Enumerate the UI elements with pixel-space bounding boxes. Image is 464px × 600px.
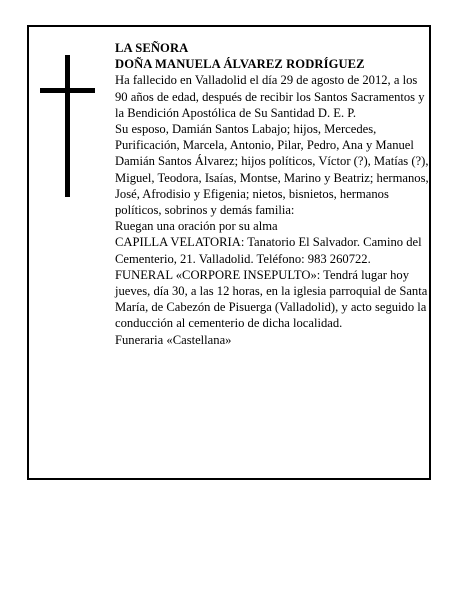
funeral-info [115,267,429,332]
notice-text [115,40,429,348]
cross-vertical-bar [65,55,70,197]
prayer-request: Ruegan una oración por su alma [115,219,278,234]
death-announcement: Ha fallecido en Valladolid el día 29 de agosto de 2012, a los 90 años de edad, después de recibir los Santos Sacramentos y la Bendición Apostólica de Su Santidad D. E. P. [115,73,425,120]
chapel-details: : Tanatorio El Salvador. Camino del Cementerio, 21. Valladolid. Teléfono: 983 260722. [115,235,422,266]
funeral-home: Funeraria «Castellana» [115,332,232,347]
chapel-info [115,234,429,266]
obituary-notice [27,25,431,480]
title-line-1: LA SEÑORA [115,41,189,55]
funeral-details: : Tendrá lugar hoy jueves, día 30, a las 12 horas, en la iglesia parroquial de Santa María, de Cabezón de Pisuerga (Valladolid), y acto seguido la conducción al cementerio de dicha localidad. [115,267,428,331]
deceased-name: DOÑA MANUELA ÁLVAREZ RODRÍGUEZ [115,57,365,72]
funeral-label: FUNERAL «CORPORE INSEPULTO» [115,267,317,282]
family-list: Su esposo, Damián Santos Labajo; hijos, Mercedes, Purificación, Marcela, Antonio, Pilar, Pedro, Ana y Manuel Damián Santos Álvarez; hijos políticos, Víctor (?), Matías (?), Miguel, Teodora, Isaías, Montse, Marino y Beatriz; hermanos, José, Afrodisio y Efigenia; nietos, bisnietos, hermanos políticos, sobrinos y demás familia: [115,122,429,218]
chapel-label: CAPILLA VELATORIA [115,235,241,250]
cross-horizontal-bar [40,88,95,93]
